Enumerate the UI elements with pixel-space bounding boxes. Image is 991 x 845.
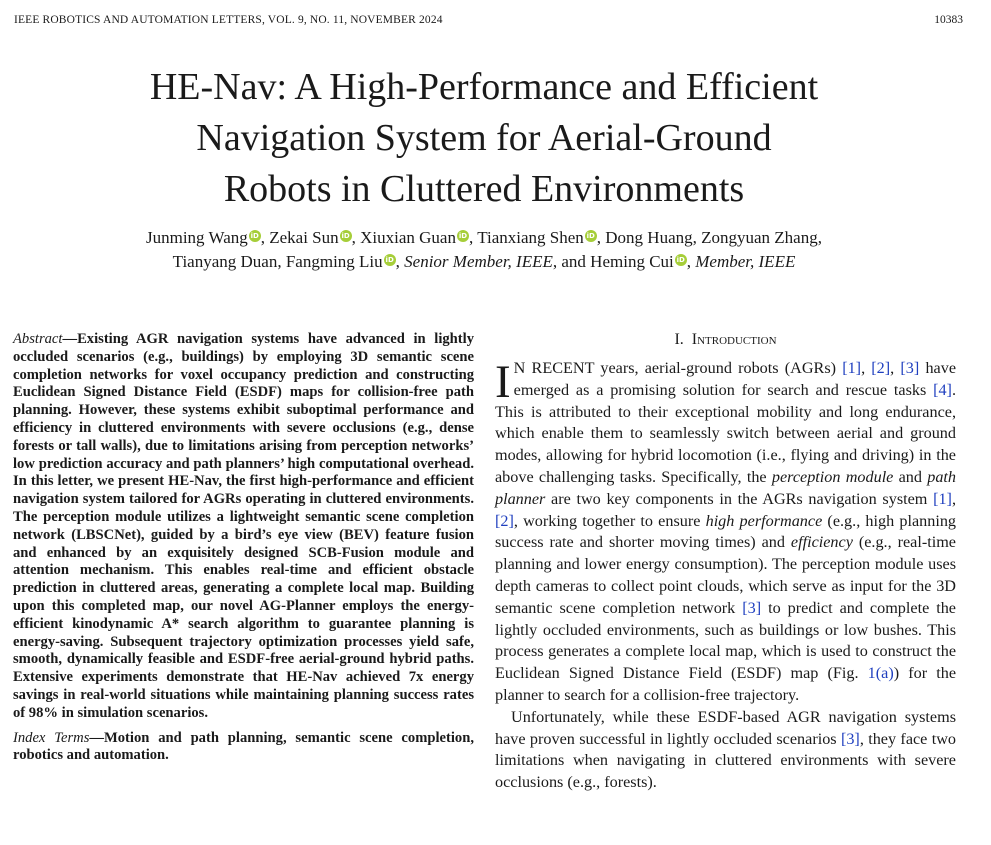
text-run: have emerged as a promising solution for search and rescue tasks (513, 359, 957, 399)
text-run: (e.g., real-time planning and lower energy consumption). The perception module uses depth cameras to collect point clouds, which serve as input for the 3D semantic scene completion network (495, 533, 956, 617)
emphasis: high performance (705, 511, 823, 530)
abstract-text: —Existing AGR navigation systems have advanced in lightly occluded scenarios (e.g., buildings) by employing 3D semantic scene completion networks for voxel occupancy prediction and constructing Euclidean Signed Distance Field (ESDF) maps for collision-free path planning. However, these systems exhibit suboptimal performance and efficiency in cluttered environments with severe occlusions (e.g., dense forests or tall walls), due to limitations arising from perception networks’ low prediction accuracy and path planners’ high computational overhead. In this letter, we present HE-Nav, the first high-performance and efficient navigation system tailored for AGRs operating in cluttered environments. The perception module utilizes a lightweight semantic scene completion network (LBSCNet), guided by a bird’s eye view (BEV) feature fusion and enhanced by an exquisitely designed SCB-Fusion module and attention mechanism. This enables real-time and efficient obstacle prediction in cluttered areas, generating a complete local map. Building upon this completed map, our novel AG-Planner employs the energy-efficient kinodynamic A* search algorithm to guarantee planning is energy-saving. Subsequent trajectory optimization processes yield safe, smooth, dynamically feasible and ESDF-free aerial-ground hybrid paths. Extensive experiments demonstrate that HE-Nav achieved 7x energy savings in real-world situations while maintaining planning success rates of 98% in simulation scenarios. (13, 331, 474, 721)
title-line-3: Robots in Cluttered Environments (223, 168, 745, 210)
author-name: Xiuxian Guan (360, 228, 456, 247)
emphasis: path planner (495, 467, 957, 508)
citation-link[interactable]: [2] (871, 359, 891, 377)
text-run: , working together to ensure (513, 511, 706, 530)
author-list (0, 226, 968, 273)
citation-link[interactable]: [3] (900, 359, 920, 377)
author-name: Zekai Sun (269, 228, 339, 247)
figure-link[interactable]: 1(a) (867, 664, 894, 683)
text-run: . This is attributed to their exceptional mobility and long endurance, which enable them to seamlessly switch between aerial and ground modes, allowing for hybrid locomotion (i.e., flying and driving) in the above challenging tasks. Specifically, the (495, 380, 956, 486)
drop-cap: I (495, 356, 511, 408)
author-name: Tianyang Duan (172, 251, 278, 271)
orcid-icon[interactable]: iD (458, 232, 468, 240)
page-number: 10383 (934, 14, 963, 26)
text-run: to predict and complete the lightly occluded environments, such as buildings or low bushes. This process generates a complete local map, which is used to construct the Euclidean Signed Distance Field (ESDF) map (Fig. (495, 598, 956, 683)
text-run: and (893, 467, 928, 486)
author-line-1: Junming Wang iD , Zekai Sun iD , Xiuxian Guan iD , Tianxiang Shen iD , Dong Huang, Zongyuan Zhang, (146, 228, 822, 247)
citation-link[interactable]: [4] (933, 380, 952, 399)
intro-paragraph-2 (495, 707, 956, 794)
text-run: , (861, 359, 872, 377)
citation-link[interactable]: [3] (742, 598, 762, 617)
author-line-2: Tianyang Duan, Fangming Liu iD , Senior Member, IEEE, and Heming Cui iD , Member, IEEE (172, 251, 796, 271)
title-line-1: HE-Nav: A High-Performance and Efficient (149, 66, 819, 108)
text-run: , they face two limitations when navigating in cluttered environments with severe occlusions (e.g., forests). (495, 729, 956, 792)
abstract-lead: Abstract (13, 331, 63, 347)
section-number: I. (674, 331, 684, 348)
author-name: Fangming Liu (285, 251, 383, 271)
author-name: Tianxiang Shen (477, 228, 584, 247)
index-terms (13, 730, 474, 766)
author-role: Member, IEEE (695, 251, 796, 271)
orcid-icon[interactable]: iD (676, 255, 685, 264)
section-title: Introduction (691, 331, 777, 348)
right-column (495, 330, 956, 794)
title-line-2: Navigation System for Aerial-Ground (196, 117, 772, 159)
author-name: Dong Huang, Zongyuan Zhang, (605, 228, 822, 247)
orcid-icon[interactable]: iD (385, 255, 394, 264)
orcid-icon[interactable]: iD (341, 232, 350, 240)
citation-link[interactable]: [2] (495, 511, 514, 530)
paper-title (0, 62, 968, 215)
orcid-icon[interactable]: iD (250, 232, 259, 240)
text-run: , (890, 359, 901, 377)
section-heading (495, 330, 956, 350)
orcid-icon[interactable]: iD (586, 232, 595, 240)
author-role: Senior Member, IEEE (404, 251, 553, 271)
author-separator: , and (552, 251, 591, 271)
citation-link[interactable]: [1] (842, 359, 862, 377)
citation-link[interactable]: [1] (933, 489, 952, 508)
author-name: Junming Wang (146, 228, 248, 247)
text-run: N RECENT years, aerial-ground robots (AGRs) (513, 359, 843, 377)
emphasis: efficiency (790, 533, 853, 552)
text-run: , (951, 489, 956, 508)
index-terms-lead: Index Terms (13, 729, 90, 746)
abstract (13, 331, 474, 723)
text-run: are two key components in the AGRs navigation system (545, 489, 934, 508)
journal-header: IEEE ROBOTICS AND AUTOMATION LETTERS, VOL. 9, NO. 11, NOVEMBER 2024 (14, 14, 443, 26)
emphasis: perception module (771, 467, 894, 486)
author-name: Heming Cui (590, 251, 674, 271)
text-run: (e.g., high planning success rate and shorter moving times) and (495, 511, 957, 552)
index-terms-text: —Motion and path planning, semantic scene completion, robotics and automation. (13, 729, 474, 764)
text-run: ) for the planner to search for a collision-free trajectory. (495, 664, 957, 704)
intro-paragraph-1 (495, 358, 956, 707)
left-column (13, 331, 474, 765)
text-run: Unfortunately, while these ESDF-based AGR navigation systems have proven successful in lightly occluded scenarios (495, 707, 956, 748)
citation-link[interactable]: [3] (840, 729, 860, 748)
